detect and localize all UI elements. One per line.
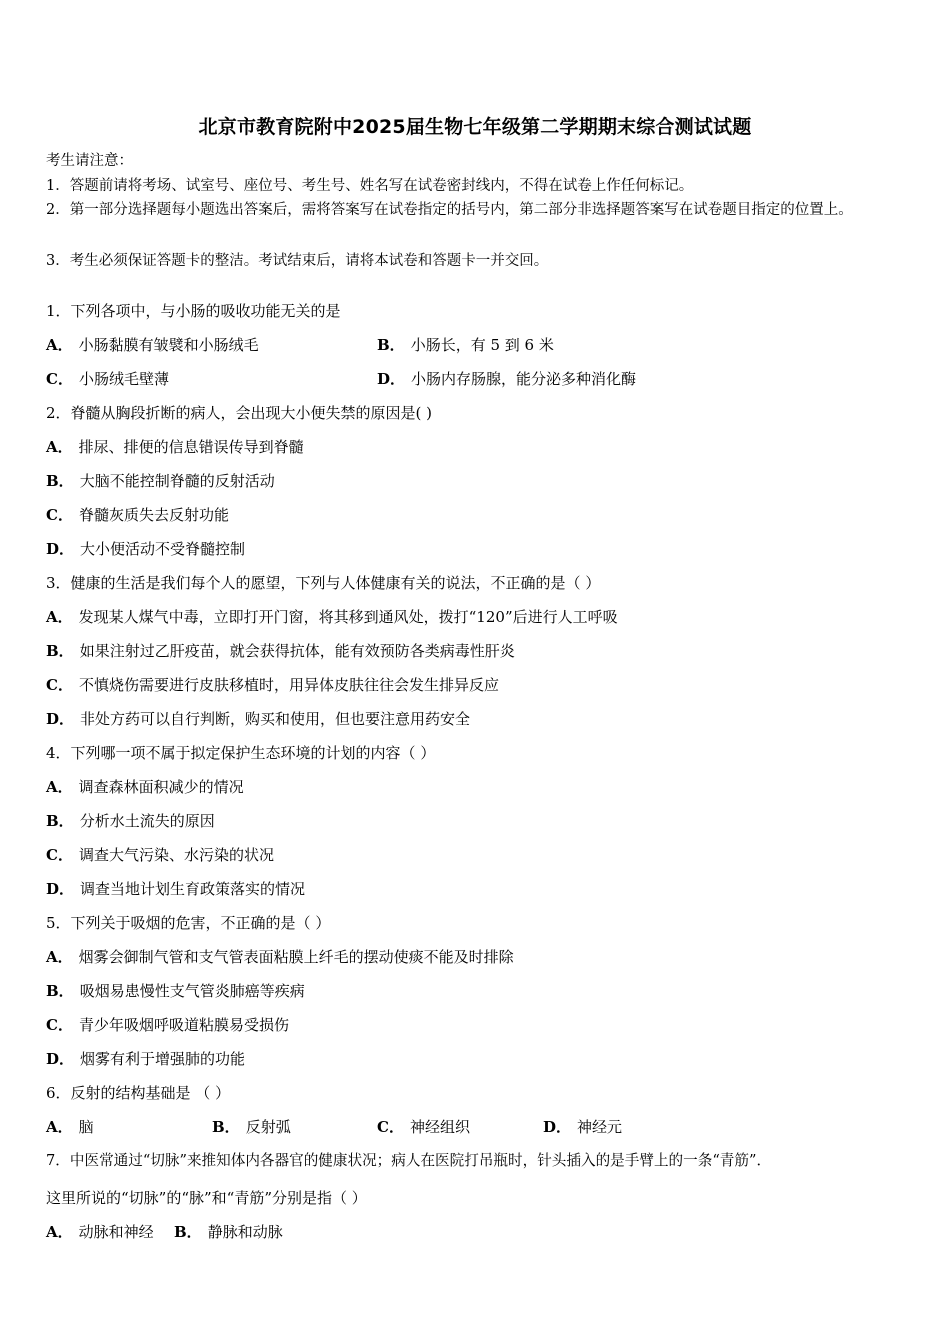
question-6-option-c[interactable] [377,1117,470,1137]
option-label: A． [46,778,73,796]
question-2-option-c[interactable] [46,505,229,525]
option-text: 小肠绒毛壁薄 [78,370,169,388]
option-text: 烟雾有利于增强肺的功能 [80,1050,246,1068]
option-text: 动脉和神经 [78,1223,154,1241]
option-label: C． [46,1016,73,1034]
option-text: 神经元 [577,1118,623,1136]
option-label: A． [46,1223,73,1241]
option-text: 大脑不能控制脊髓的反射活动 [79,472,275,490]
question-7-option-a[interactable] [46,1222,154,1242]
option-label: B． [46,982,74,1000]
question-3-option-c[interactable] [46,675,499,695]
question-4-option-c[interactable] [46,845,274,865]
option-label: B． [212,1118,240,1136]
question-5-option-c[interactable] [46,1015,289,1035]
question-7-stem-line-1: 7．中医常通过“切脉”来推知体内各器官的健康状况；病人在医院打吊瓶时，针头插入的是手臂上的一条“青筋”． [46,1152,772,1169]
option-text: 小肠黏膜有皱襞和小肠绒毛 [78,336,259,354]
option-text: 排尿、排便的信息错误传导到脊髓 [78,438,304,456]
question-7-stem-line-2: 这里所说的“切脉”的“脉”和“青筋”分别是指（ ） [46,1189,367,1207]
question-2-option-d[interactable] [46,539,245,559]
question-3-option-d[interactable] [46,709,470,729]
question-1-option-c[interactable] [46,369,169,389]
option-label: C． [46,676,73,694]
question-2-stem: 2．脊髓从胸段折断的病人，会出现大小便失禁的原因是( ) [46,404,433,422]
question-2-option-b[interactable] [46,471,275,491]
option-label: D． [377,370,406,388]
option-label: A． [46,948,73,966]
question-1-stem: 1．下列各项中，与小肠的吸收功能无关的是 [46,302,341,320]
notice-item-1: 1．答题前请将考场、试室号、座位号、考生号、姓名写在试卷密封线内，不得在试卷上作任何标记。 [46,178,694,194]
option-text: 发现某人煤气中毒，立即打开门窗，将其移到通风处，拨打“120”后进行人工呼吸 [78,608,618,626]
question-4-stem: 4．下列哪一项不属于拟定保护生态环境的计划的内容（ ） [46,744,436,762]
option-label: A． [46,336,73,354]
option-label: C． [46,370,73,388]
option-label: D． [46,540,75,558]
option-text: 反射弧 [245,1118,291,1136]
question-1-option-b[interactable] [377,335,554,355]
question-4-option-d[interactable] [46,879,305,899]
option-label: B． [174,1223,202,1241]
notice-item-2: 2．第一部分选择题每小题选出答案后，需将答案写在试卷指定的括号内，第二部分非选择题答案写在试卷题目指定的位置上。 [46,202,853,218]
option-label: A． [46,1118,73,1136]
option-label: C． [377,1118,404,1136]
notice-heading: 考生请注意： [46,153,133,169]
option-text: 调查当地计划生育政策落实的情况 [80,880,306,898]
option-text: 静脉和动脉 [207,1223,283,1241]
option-label: D． [46,880,75,898]
question-1-option-a[interactable] [46,335,259,355]
option-label: B． [377,336,405,354]
option-label: B． [46,812,74,830]
question-3-option-b[interactable] [46,641,515,661]
question-7-option-b[interactable] [174,1222,283,1242]
option-label: C． [46,506,73,524]
option-text: 烟雾会御制气管和支气管表面粘膜上纤毛的摆动使痰不能及时排除 [78,948,514,966]
question-4-option-a[interactable] [46,777,244,797]
question-3-option-a[interactable] [46,607,618,627]
option-text: 分析水土流失的原因 [79,812,215,830]
option-text: 小肠内存肠腺，能分泌多种消化酶 [411,370,637,388]
notice-item-3: 3．考生必须保证答题卡的整洁。考试结束后，请将本试卷和答题卡一并交回。 [46,253,549,269]
option-text: 脑 [78,1118,94,1136]
option-text: 不慎烧伤需要进行皮肤移植时，用异体皮肤往往会发生排异反应 [78,676,499,694]
question-1-option-d[interactable] [377,369,636,389]
question-4-option-b[interactable] [46,811,215,831]
option-text: 神经组织 [409,1118,470,1136]
option-label: B． [46,472,74,490]
option-label: A． [46,608,73,626]
question-5-option-d[interactable] [46,1049,245,1069]
question-3-stem: 3．健康的生活是我们每个人的愿望，下列与人体健康有关的说法，不正确的是（ ） [46,574,601,592]
option-label: A． [46,438,73,456]
option-label: C． [46,846,73,864]
question-6-option-d[interactable] [543,1117,622,1137]
option-text: 调查森林面积减少的情况 [78,778,244,796]
option-text: 脊髓灰质失去反射功能 [78,506,229,524]
option-label: D． [46,710,75,728]
option-label: D． [46,1050,75,1068]
question-6-option-a[interactable] [46,1117,94,1137]
option-text: 吸烟易患慢性支气管炎肺癌等疾病 [79,982,305,1000]
option-label: B． [46,642,74,660]
option-label: D． [543,1118,572,1136]
option-text: 如果注射过乙肝疫苗，就会获得抗体，能有效预防各类病毒性肝炎 [79,642,515,660]
page-title: 北京市教育院附中2025届生物七年级第二学期期末综合测试试题 [198,116,752,138]
question-6-option-b[interactable] [212,1117,291,1137]
question-5-option-b[interactable] [46,981,305,1001]
question-5-option-a[interactable] [46,947,514,967]
question-2-option-a[interactable] [46,437,304,457]
option-text: 非处方药可以自行判断，购买和使用，但也要注意用药安全 [80,710,471,728]
option-text: 大小便活动不受脊髓控制 [80,540,246,558]
option-text: 小肠长，有 5 到 6 米 [410,336,554,354]
option-text: 调查大气污染、水污染的状况 [78,846,274,864]
question-6-stem: 6．反射的结构基础是 （ ） [46,1084,231,1102]
option-text: 青少年吸烟呼吸道粘膜易受损伤 [78,1016,289,1034]
question-5-stem: 5．下列关于吸烟的危害，不正确的是（ ） [46,914,331,932]
